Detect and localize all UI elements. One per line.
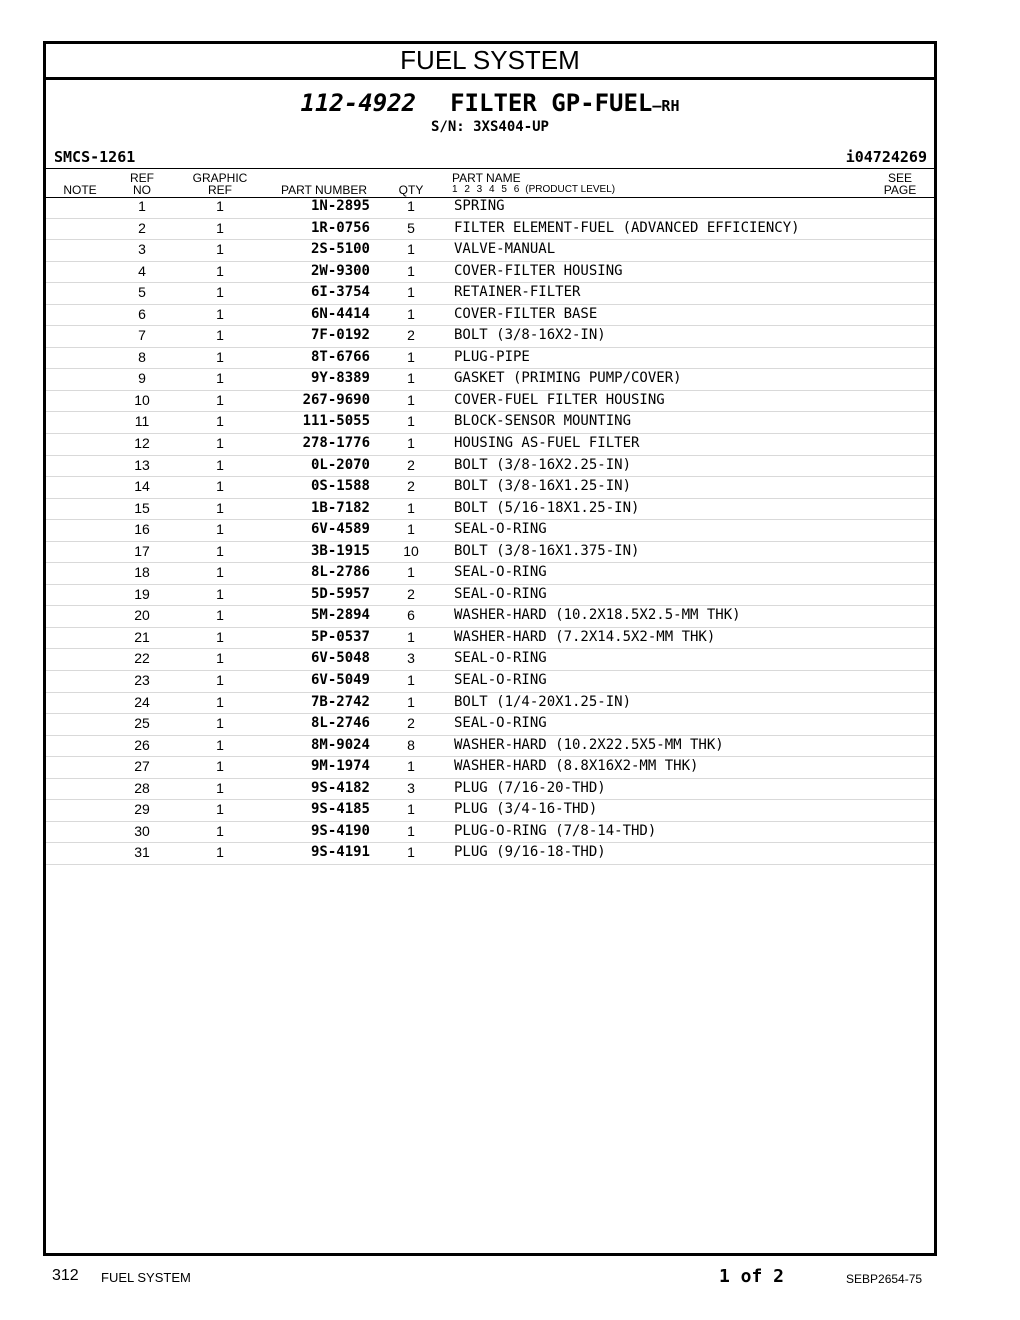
part-name: HOUSING AS-FUEL FILTER	[454, 435, 640, 452]
ref-no: 15	[134, 499, 150, 516]
part-name: BOLT (3/8-16X2-IN)	[454, 327, 606, 344]
part-number: 0L-2070	[310, 456, 370, 473]
table-row	[46, 391, 934, 413]
graphic-ref: 1	[216, 844, 224, 861]
table-row	[46, 240, 934, 262]
quantity: 1	[407, 305, 415, 322]
col-graphic-bottom: REF	[208, 183, 232, 197]
product-levels	[452, 184, 615, 195]
graphic-ref: 1	[216, 413, 224, 430]
ref-no: 6	[138, 305, 146, 322]
quantity: 1	[407, 391, 415, 408]
table-row	[46, 693, 934, 715]
table-row	[46, 477, 934, 499]
col-part-number: PART NUMBER	[280, 183, 367, 197]
part-name: VALVE-MANUAL	[454, 241, 556, 258]
table-row	[46, 671, 934, 693]
part-number: 9S-4185	[310, 801, 370, 818]
quantity: 1	[407, 521, 415, 538]
graphic-ref: 1	[216, 305, 224, 322]
parts-list	[46, 197, 934, 865]
group-suffix: –RH	[652, 97, 680, 115]
col-ref-bottom: NO	[133, 183, 151, 197]
ref-no: 19	[134, 585, 150, 602]
quantity: 1	[407, 413, 415, 430]
ref-no: 25	[134, 715, 150, 732]
ref-no: 14	[134, 478, 150, 495]
part-name: PLUG-PIPE	[454, 348, 530, 365]
quantity: 2	[407, 327, 415, 344]
part-number: 6V-5049	[310, 672, 370, 689]
graphic-ref: 1	[216, 779, 224, 796]
part-number: 9S-4190	[310, 822, 370, 839]
quantity: 1	[407, 284, 415, 301]
part-name: BLOCK-SENSOR MOUNTING	[454, 413, 632, 430]
part-name: COVER-FUEL FILTER HOUSING	[454, 391, 665, 408]
ref-no: 3	[138, 241, 146, 258]
part-name: SEAL-O-RING	[454, 564, 547, 581]
ref-no: 11	[134, 413, 150, 430]
col-see-bottom: PAGE	[883, 183, 917, 197]
ref-no: 8	[138, 348, 146, 365]
part-name: PLUG-O-RING (7/8-14-THD)	[454, 822, 657, 839]
parts-page-frame	[43, 41, 937, 1256]
part-number: 6V-4589	[310, 521, 370, 538]
col-graphic-top: GRAPHIC	[192, 171, 248, 185]
header-divider	[46, 168, 934, 169]
ref-no: 12	[134, 435, 150, 452]
part-number: 1N-2895	[310, 198, 370, 214]
section-title: FUEL SYSTEM	[46, 44, 934, 80]
graphic-ref: 1	[216, 499, 224, 516]
part-name: SEAL-O-RING	[454, 715, 547, 732]
col-part-name: PART NAME	[452, 171, 521, 185]
quantity: 3	[407, 650, 415, 667]
graphic-ref: 1	[216, 370, 224, 387]
graphic-ref: 1	[216, 650, 224, 667]
ref-no: 20	[134, 607, 150, 624]
part-number: 6N-4414	[310, 305, 370, 322]
quantity: 2	[407, 585, 415, 602]
part-number: 1B-7182	[310, 499, 370, 516]
col-qty: QTY	[398, 183, 424, 197]
graphic-ref: 1	[216, 327, 224, 344]
quantity: 1	[407, 693, 415, 710]
ref-no: 31	[134, 844, 150, 861]
table-row	[46, 369, 934, 391]
table-row	[46, 348, 934, 370]
part-name: PLUG (3/4-16-THD)	[454, 801, 598, 818]
group-name: FILTER GP-FUEL	[450, 89, 653, 117]
ref-no: 17	[134, 542, 150, 559]
table-row	[46, 412, 934, 434]
part-number: 5M-2894	[310, 607, 370, 624]
ref-no: 10	[134, 391, 150, 408]
graphic-ref: 1	[216, 284, 224, 301]
footer-document-id: SEBP2654-75	[846, 1272, 923, 1286]
quantity: 5	[407, 219, 415, 236]
part-name: SEAL-O-RING	[454, 672, 547, 689]
part-number: 8L-2786	[310, 564, 370, 581]
part-name: BOLT (3/8-16X1.25-IN)	[454, 478, 632, 495]
ref-no: 5	[138, 284, 146, 301]
graphic-ref: 1	[216, 715, 224, 732]
graphic-ref: 1	[216, 262, 224, 279]
part-name: SEAL-O-RING	[454, 650, 547, 667]
part-name: PLUG (9/16-18-THD)	[454, 844, 606, 861]
product-level-tag: (PRODUCT LEVEL)	[525, 184, 616, 195]
ref-no: 29	[134, 801, 150, 818]
graphic-ref: 1	[216, 564, 224, 581]
col-ref-top: REF	[130, 171, 154, 185]
ref-no: 7	[138, 327, 146, 344]
table-row	[46, 520, 934, 542]
quantity: 1	[407, 672, 415, 689]
col-note: NOTE	[63, 183, 97, 197]
quantity: 1	[407, 198, 415, 214]
part-number: 5P-0537	[310, 628, 370, 645]
graphic-ref: 1	[216, 628, 224, 645]
graphic-ref: 1	[216, 456, 224, 473]
graphic-ref: 1	[216, 693, 224, 710]
table-row	[46, 585, 934, 607]
ref-no: 27	[134, 758, 150, 775]
graphic-ref: 1	[216, 672, 224, 689]
part-number: 2S-5100	[310, 241, 370, 258]
ref-no: 24	[134, 693, 150, 710]
graphic-ref: 1	[216, 822, 224, 839]
ref-no: 30	[134, 822, 150, 839]
graphic-ref: 1	[216, 391, 224, 408]
part-name: SEAL-O-RING	[454, 585, 547, 602]
part-number: 9S-4182	[310, 779, 370, 796]
quantity: 2	[407, 715, 415, 732]
part-number: 3B-1915	[310, 542, 370, 559]
graphic-ref: 1	[216, 241, 224, 258]
footer-section: FUEL SYSTEM	[101, 1270, 191, 1285]
part-number: 9S-4191	[310, 844, 370, 861]
quantity: 2	[407, 456, 415, 473]
graphic-ref: 1	[216, 348, 224, 365]
part-name: GASKET (PRIMING PUMP/COVER)	[454, 370, 682, 387]
quantity: 1	[407, 758, 415, 775]
ref-no: 22	[134, 650, 150, 667]
serial-range: S/N: 3XS404-UP	[430, 119, 549, 135]
table-row	[46, 434, 934, 456]
graphic-ref: 1	[216, 801, 224, 818]
part-name: WASHER-HARD (10.2X22.5X5-MM THK)	[454, 736, 724, 753]
part-name: WASHER-HARD (7.2X14.5X2-MM THK)	[454, 628, 716, 645]
ref-no: 4	[138, 262, 146, 279]
graphic-ref: 1	[216, 607, 224, 624]
group-heading	[46, 89, 934, 117]
graphic-ref: 1	[216, 435, 224, 452]
table-row	[46, 499, 934, 521]
ref-no: 1	[138, 198, 146, 214]
illustration-id: i04724269	[845, 148, 927, 166]
part-number: 0S-1588	[310, 478, 370, 495]
part-name: BOLT (3/8-16X1.375-IN)	[454, 542, 640, 559]
table-row	[46, 757, 934, 779]
footer-page-number: 312	[52, 1267, 79, 1284]
graphic-ref: 1	[216, 478, 224, 495]
graphic-ref: 1	[216, 736, 224, 753]
table-row	[46, 456, 934, 478]
part-name: FILTER ELEMENT-FUEL (ADVANCED EFFICIENCY)	[454, 219, 800, 236]
quantity: 1	[407, 370, 415, 387]
graphic-ref: 1	[216, 758, 224, 775]
quantity: 3	[407, 779, 415, 796]
part-number: 9M-1974	[310, 758, 370, 775]
part-name: COVER-FILTER HOUSING	[454, 262, 623, 279]
quantity: 1	[407, 822, 415, 839]
product-level-numbers: 1 2 3 4 5 6	[452, 184, 520, 195]
table-row	[46, 843, 934, 865]
ref-no: 9	[138, 370, 146, 387]
quantity: 6	[407, 607, 415, 624]
part-name: PLUG (7/16-20-THD)	[454, 779, 606, 796]
table-row	[46, 779, 934, 801]
quantity: 1	[407, 628, 415, 645]
part-number: 5D-5957	[310, 585, 370, 602]
part-number: 7F-0192	[310, 327, 370, 344]
table-row	[46, 714, 934, 736]
graphic-ref: 1	[216, 198, 224, 214]
ref-no: 23	[134, 672, 150, 689]
ref-no: 21	[134, 628, 150, 645]
graphic-ref: 1	[216, 219, 224, 236]
part-name: WASHER-HARD (8.8X16X2-MM THK)	[454, 758, 699, 775]
col-see-top: SEE	[887, 171, 912, 185]
part-name: COVER-FILTER BASE	[454, 305, 598, 322]
group-number: 112-4922	[300, 89, 417, 117]
part-number: 8L-2746	[310, 715, 370, 732]
table-row	[46, 542, 934, 564]
quantity: 2	[407, 478, 415, 495]
quantity: 1	[407, 564, 415, 581]
table-row	[46, 197, 934, 219]
table-row	[46, 649, 934, 671]
quantity: 10	[403, 542, 419, 559]
part-name: SEAL-O-RING	[454, 521, 547, 538]
table-row	[46, 262, 934, 284]
table-row	[46, 326, 934, 348]
table-row	[46, 800, 934, 822]
table-row	[46, 305, 934, 327]
quantity: 1	[407, 262, 415, 279]
part-name: WASHER-HARD (10.2X18.5X2.5-MM THK)	[454, 607, 741, 624]
part-number: 2W-9300	[310, 262, 370, 279]
quantity: 8	[407, 736, 415, 753]
quantity: 1	[407, 241, 415, 258]
graphic-ref: 1	[216, 521, 224, 538]
part-number: 111-5055	[302, 413, 370, 430]
part-number: 278-1776	[302, 435, 370, 452]
part-name: SPRING	[454, 198, 505, 214]
ref-no: 16	[134, 521, 150, 538]
ref-no: 28	[134, 779, 150, 796]
table-row	[46, 736, 934, 758]
quantity: 1	[407, 801, 415, 818]
table-row	[46, 822, 934, 844]
table-row	[46, 283, 934, 305]
part-name: BOLT (3/8-16X2.25-IN)	[454, 456, 632, 473]
part-number: 9Y-8389	[310, 370, 370, 387]
table-row	[46, 563, 934, 585]
ref-no: 2	[138, 219, 146, 236]
quantity: 1	[407, 499, 415, 516]
part-number: 8M-9024	[310, 736, 370, 753]
smcs-code: SMCS-1261	[54, 148, 136, 166]
table-row	[46, 628, 934, 650]
part-name: RETAINER-FILTER	[454, 284, 581, 301]
table-row	[46, 219, 934, 241]
part-number: 6V-5048	[310, 650, 370, 667]
part-name: BOLT (5/16-18X1.25-IN)	[454, 499, 640, 516]
part-number: 7B-2742	[310, 693, 370, 710]
ref-no: 13	[134, 456, 150, 473]
quantity: 1	[407, 348, 415, 365]
ref-no: 26	[134, 736, 150, 753]
footer-page-count: 1 of 2	[719, 1266, 785, 1287]
ref-no: 18	[134, 564, 150, 581]
table-row	[46, 606, 934, 628]
part-number: 8T-6766	[310, 348, 370, 365]
part-number: 6I-3754	[310, 284, 370, 301]
quantity: 1	[407, 435, 415, 452]
part-number: 1R-0756	[310, 219, 370, 236]
quantity: 1	[407, 844, 415, 861]
part-name: BOLT (1/4-20X1.25-IN)	[454, 693, 632, 710]
part-number: 267-9690	[302, 391, 370, 408]
graphic-ref: 1	[216, 585, 224, 602]
graphic-ref: 1	[216, 542, 224, 559]
